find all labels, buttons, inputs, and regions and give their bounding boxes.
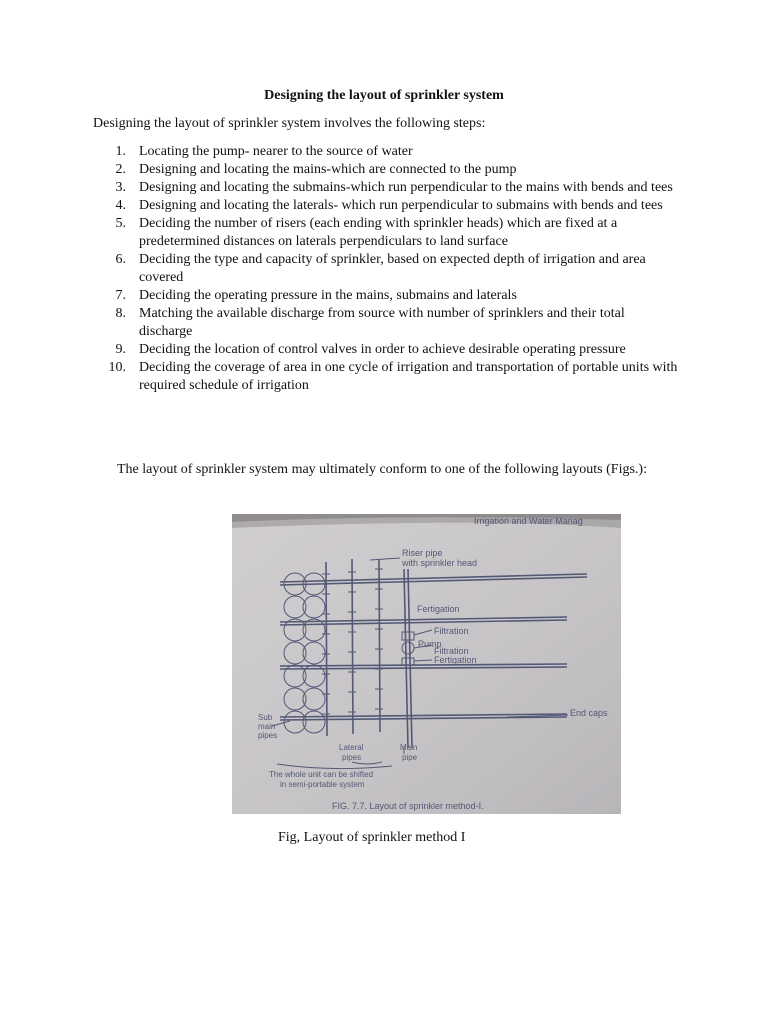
step-number: 6. [115,252,126,267]
step-text: Deciding the type and capacity of sprinkler, based on expected depth of irrigation and area covered [139,252,646,285]
figure-header-text: Irrigation and Water Manag [474,516,583,526]
layout-paragraph: The layout of sprinkler system may ultimately conform to one of the following layouts (Figs.): [117,462,647,477]
main-label-1: Main [400,743,418,752]
pump-label: Pump [418,639,442,649]
end-caps-label: End caps [570,708,608,718]
steps-list [108,143,678,395]
step-text: Deciding the number of risers (each ending with sprinkler heads) which are fixed at a predetermined distances on laterals perpendiculars to land surface [139,216,618,249]
main-label-2: pipe [402,753,418,762]
step-text: Matching the available discharge from source with number of sprinklers and their total discharge [139,306,625,339]
step-item [108,251,678,287]
step-number: 9. [115,342,126,357]
step-number: 8. [115,306,126,321]
step-number: 2. [115,162,126,177]
filtration-bottom-label: Filtration [434,646,469,656]
step-number: 1. [115,144,126,159]
step-text: Locating the pump- nearer to the source of water [139,144,413,159]
step-number: 10. [108,360,126,375]
step-item [108,197,678,215]
step-item [108,215,678,251]
sub-main-label-3: pipes [258,731,278,740]
filtration-top-label: Filtration [434,626,469,636]
step-item [108,341,678,359]
step-number: 5. [115,216,126,231]
step-text: Designing and locating the mains-which are connected to the pump [139,162,517,177]
step-number: 4. [115,198,126,213]
step-number: 3. [115,180,126,195]
step-text: Deciding the operating pressure in the mains, submains and laterals [139,288,517,303]
riser-label-1: Riser pipe [402,548,443,558]
step-item [108,287,678,305]
step-text: Designing and locating the laterals- which run perpendicular to submains with bends and tees [139,198,663,213]
step-item [108,143,678,161]
fertigation-top-label: Fertigation [417,604,460,614]
fertigation-bottom-label: Fertigation [434,655,477,665]
figure-photo [232,514,621,814]
step-number: 7. [115,288,126,303]
figure-caption-text: Fig, Layout of sprinkler method I [278,830,466,845]
lateral-label-2: pipes [342,753,362,762]
step-item [108,161,678,179]
lateral-label-1: Lateral [339,743,364,752]
document-title: Designing the layout of sprinkler system [264,88,504,103]
step-text: Deciding the coverage of area in one cycle of irrigation and transportation of portable units with required schedule of irrigation [139,360,678,393]
step-item [108,179,678,197]
sub-main-label-1: Sub [258,713,273,722]
step-text: Designing and locating the submains-which run perpendicular to the mains with bends and tees [139,180,673,195]
riser-label-2: with sprinkler head [402,558,478,568]
step-item [108,359,678,395]
figure-caption: FIG. 7.7. Layout of sprinkler method-I. [332,801,484,811]
step-item [108,305,678,341]
shift-label-1: The whole unit can be shifted [269,770,374,779]
shift-label-2: in semi-portable system [280,780,365,789]
sub-main-label-2: main [258,722,276,731]
intro-text: Designing the layout of sprinkler system involves the following steps: [93,116,486,131]
step-text: Deciding the location of control valves in order to achieve desirable operating pressure [139,342,626,357]
